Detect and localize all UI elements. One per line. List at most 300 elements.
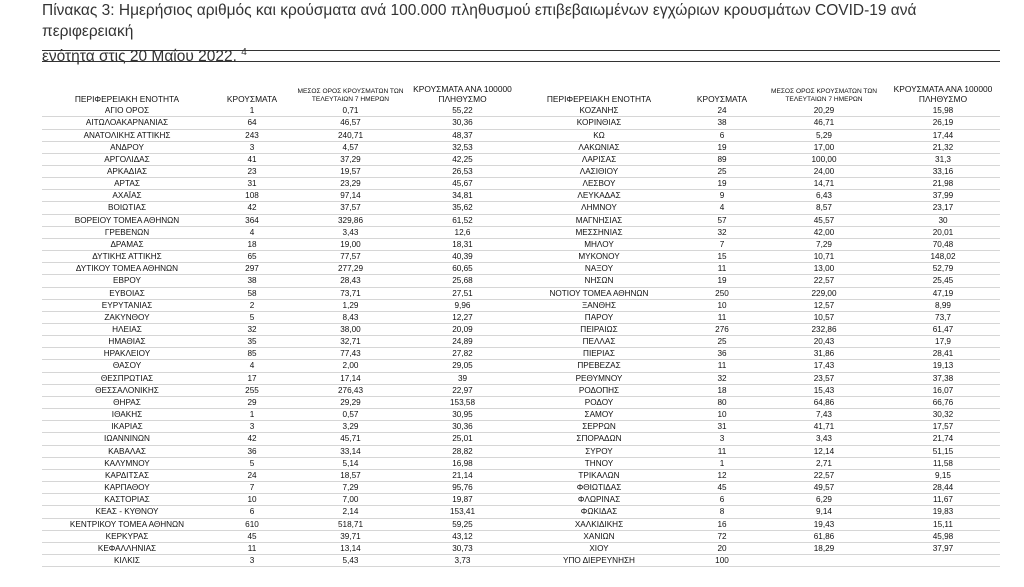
cell-avg-right: 9,14 (762, 506, 886, 518)
cell-unit-left: ΗΛΕΙΑΣ (42, 324, 212, 336)
cell-cases-left: 4 (212, 226, 292, 238)
cell-cases-right: 25 (682, 165, 762, 177)
cell-avg-left: 7,29 (292, 482, 409, 494)
table-caption (42, 0, 1002, 67)
table-row (42, 409, 1000, 421)
cell-per100k-right: 11,67 (886, 494, 1000, 506)
cell-cases-right: 19 (682, 141, 762, 153)
cell-avg-left: 240,71 (292, 129, 409, 141)
table-row (42, 165, 1000, 177)
cell-cases-left: 297 (212, 263, 292, 275)
cell-avg-left: 18,57 (292, 469, 409, 481)
cell-avg-right: 8,57 (762, 202, 886, 214)
cell-unit-right: ΡΟΔΟΥ (516, 396, 682, 408)
cell-per100k-left: 153,58 (409, 396, 516, 408)
cell-avg-left: 28,43 (292, 275, 409, 287)
cell-cases-left: 255 (212, 384, 292, 396)
cell-per100k-right: 30,32 (886, 409, 1000, 421)
cell-avg-right: 10,71 (762, 251, 886, 263)
table-row (42, 275, 1000, 287)
header-avg-left: ΜΕΣΟΣ ΟΡΟΣ ΚΡΟΥΣΜΑΤΩΝ ΤΩΝ ΤΕΛΕΥΤΑΙΩΝ 7 ΗΜΕΡΩΝ (297, 88, 404, 104)
cell-unit-right: ΧΑΛΚΙΔΙΚΗΣ (516, 518, 682, 530)
cell-cases-left: 85 (212, 348, 292, 360)
table-row (42, 141, 1000, 153)
cell-unit-left: ΘΑΣΟΥ (42, 360, 212, 372)
cell-avg-left: 329,86 (292, 214, 409, 226)
cell-unit-right: ΧΑΝΙΩΝ (516, 530, 682, 542)
cell-per100k-left: 30,36 (409, 117, 516, 129)
footnote-marker: 4 (241, 47, 247, 58)
cell-per100k-left: 12,27 (409, 311, 516, 323)
table-row (42, 263, 1000, 275)
cell-avg-left: 13,14 (292, 542, 409, 554)
cell-per100k-right: 31,3 (886, 153, 1000, 165)
cell-avg-left: 45,71 (292, 433, 409, 445)
header-row (42, 85, 1000, 105)
cell-unit-right: ΚΟΖΑΝΗΣ (516, 105, 682, 117)
cell-cases-right: 72 (682, 530, 762, 542)
cell-per100k-right: 70,48 (886, 238, 1000, 250)
cell-unit-right: ΦΘΙΩΤΙΔΑΣ (516, 482, 682, 494)
cell-per100k-left: 40,39 (409, 251, 516, 263)
cell-avg-right (762, 554, 886, 566)
cell-per100k-left: 39 (409, 372, 516, 384)
cell-per100k-right: 16,07 (886, 384, 1000, 396)
cell-avg-right: 22,57 (762, 469, 886, 481)
cell-per100k-right: 21,32 (886, 141, 1000, 153)
cell-unit-right: ΛΑΚΩΝΙΑΣ (516, 141, 682, 153)
cell-per100k-right: 8,99 (886, 299, 1000, 311)
cell-per100k-left: 22,97 (409, 384, 516, 396)
cell-cases-right: 6 (682, 129, 762, 141)
cell-avg-right: 100,00 (762, 153, 886, 165)
cell-cases-left: 1 (212, 409, 292, 421)
cell-cases-left: 108 (212, 190, 292, 202)
cell-cases-left: 2 (212, 299, 292, 311)
table-row (42, 542, 1000, 554)
cell-per100k-left: 45,67 (409, 178, 516, 190)
cell-cases-right: 11 (682, 360, 762, 372)
cell-unit-right: ΤΗΝΟΥ (516, 457, 682, 469)
cell-cases-right: 11 (682, 263, 762, 275)
cell-per100k-left: 55,22 (409, 105, 516, 117)
cell-unit-left: ΚΕΑΣ - ΚΥΘΝΟΥ (42, 506, 212, 518)
cell-cases-right: 80 (682, 396, 762, 408)
cell-per100k-left: 24,89 (409, 336, 516, 348)
cell-per100k-right: 28,44 (886, 482, 1000, 494)
cell-cases-left: 41 (212, 153, 292, 165)
cell-per100k-left: 20,09 (409, 324, 516, 336)
cell-unit-left: ΕΥΡΥΤΑΝΙΑΣ (42, 299, 212, 311)
table-row (42, 372, 1000, 384)
cell-unit-right: ΛΕΥΚΑΔΑΣ (516, 190, 682, 202)
table-row (42, 457, 1000, 469)
cell-unit-right: ΝΗΣΩΝ (516, 275, 682, 287)
cell-per100k-left: 30,73 (409, 542, 516, 554)
table-row (42, 384, 1000, 396)
cell-avg-left: 32,71 (292, 336, 409, 348)
cell-cases-right: 19 (682, 178, 762, 190)
cell-per100k-left: 32,53 (409, 141, 516, 153)
cell-per100k-left: 34,81 (409, 190, 516, 202)
cell-avg-right: 12,14 (762, 445, 886, 457)
cell-avg-right: 41,71 (762, 421, 886, 433)
cell-avg-left: 276,43 (292, 384, 409, 396)
header-per100k-right: ΚΡΟΥΣΜΑΤΑ ΑΝΑ 100000 ΠΛΗΘΥΣΜΟ (893, 84, 993, 104)
cell-per100k-left: 16,98 (409, 457, 516, 469)
cell-unit-right: ΜΕΣΣΗΝΙΑΣ (516, 226, 682, 238)
cell-avg-left: 2,14 (292, 506, 409, 518)
cell-unit-left: ΔΥΤΙΚΗΣ ΑΤΤΙΚΗΣ (42, 251, 212, 263)
table-row (42, 518, 1000, 530)
header-cases-right: ΚΡΟΥΣΜΑΤΑ (696, 93, 748, 104)
header-avg-right: ΜΕΣΟΣ ΟΡΟΣ ΚΡΟΥΣΜΑΤΩΝ ΤΩΝ ΤΕΛΕΥΤΑΙΩΝ 7 ΗΜΕΡΩΝ (770, 88, 878, 104)
cell-avg-right: 20,43 (762, 336, 886, 348)
cell-unit-left: ΗΡΑΚΛΕΙΟΥ (42, 348, 212, 360)
cell-avg-left: 0,57 (292, 409, 409, 421)
table-row (42, 433, 1000, 445)
cell-per100k-left: 30,95 (409, 409, 516, 421)
cell-unit-right: ΣΠΟΡΑΔΩΝ (516, 433, 682, 445)
cell-cases-right: 18 (682, 384, 762, 396)
cell-cases-left: 18 (212, 238, 292, 250)
cell-cases-left: 35 (212, 336, 292, 348)
cell-unit-left: ΚΑΡΔΙΤΣΑΣ (42, 469, 212, 481)
table-row (42, 324, 1000, 336)
cell-cases-left: 3 (212, 141, 292, 153)
top-rule-secondary (42, 61, 1000, 62)
cell-cases-right: 45 (682, 482, 762, 494)
cell-avg-left: 39,71 (292, 530, 409, 542)
cell-avg-right: 23,57 (762, 372, 886, 384)
cell-avg-right: 6,43 (762, 190, 886, 202)
cell-avg-right: 7,43 (762, 409, 886, 421)
cell-cases-right: 250 (682, 287, 762, 299)
cell-cases-left: 65 (212, 251, 292, 263)
cell-unit-right: ΛΑΣΙΘΙΟΥ (516, 165, 682, 177)
cell-cases-left: 5 (212, 311, 292, 323)
cell-per100k-left: 9,96 (409, 299, 516, 311)
table-row (42, 348, 1000, 360)
cell-avg-left: 33,14 (292, 445, 409, 457)
cell-unit-left: ΚΕΦΑΛΛΗΝΙΑΣ (42, 542, 212, 554)
cell-avg-right: 61,86 (762, 530, 886, 542)
cell-avg-left: 19,00 (292, 238, 409, 250)
cell-per100k-right: 45,98 (886, 530, 1000, 542)
cell-unit-left: ΚΑΡΠΑΘΟΥ (42, 482, 212, 494)
cell-per100k-right: 15,98 (886, 105, 1000, 117)
cell-avg-left: 3,43 (292, 226, 409, 238)
cell-avg-left: 97,14 (292, 190, 409, 202)
cell-avg-right: 232,86 (762, 324, 886, 336)
cell-unit-right: ΚΩ (516, 129, 682, 141)
cell-cases-right: 6 (682, 494, 762, 506)
cell-per100k-left: 27,82 (409, 348, 516, 360)
cell-avg-right: 12,57 (762, 299, 886, 311)
cell-per100k-left: 3,73 (409, 554, 516, 566)
cell-cases-right: 11 (682, 311, 762, 323)
cell-avg-left: 277,29 (292, 263, 409, 275)
cell-avg-right: 17,00 (762, 141, 886, 153)
cell-per100k-left: 59,25 (409, 518, 516, 530)
cell-cases-left: 5 (212, 457, 292, 469)
table-row (42, 238, 1000, 250)
cell-unit-left: ΑΧΑΪΑΣ (42, 190, 212, 202)
cell-per100k-left: 42,25 (409, 153, 516, 165)
cell-per100k-left: 25,68 (409, 275, 516, 287)
cell-cases-left: 364 (212, 214, 292, 226)
table-row (42, 129, 1000, 141)
cell-per100k-right: 21,98 (886, 178, 1000, 190)
table-row (42, 251, 1000, 263)
cell-avg-right: 20,29 (762, 105, 886, 117)
cell-unit-right: ΜΑΓΝΗΣΙΑΣ (516, 214, 682, 226)
cell-cases-left: 4 (212, 360, 292, 372)
cell-cases-right: 36 (682, 348, 762, 360)
cell-per100k-right: 47,19 (886, 287, 1000, 299)
cell-per100k-left: 27,51 (409, 287, 516, 299)
cell-avg-right: 3,43 (762, 433, 886, 445)
cell-unit-right: ΠΕΙΡΑΙΩΣ (516, 324, 682, 336)
cell-cases-left: 38 (212, 275, 292, 287)
cell-per100k-right: 73,7 (886, 311, 1000, 323)
cell-avg-right: 46,71 (762, 117, 886, 129)
cell-per100k-left: 30,36 (409, 421, 516, 433)
cell-unit-left: ΖΑΚΥΝΘΟΥ (42, 311, 212, 323)
table-row (42, 360, 1000, 372)
cell-avg-right: 19,43 (762, 518, 886, 530)
cell-per100k-left: 28,82 (409, 445, 516, 457)
cell-unit-right: ΛΑΡΙΣΑΣ (516, 153, 682, 165)
cell-cases-left: 23 (212, 165, 292, 177)
cell-avg-right: 10,57 (762, 311, 886, 323)
cell-avg-left: 38,00 (292, 324, 409, 336)
cell-per100k-right: 52,79 (886, 263, 1000, 275)
cell-avg-left: 23,29 (292, 178, 409, 190)
cell-cases-right: 32 (682, 226, 762, 238)
cell-per100k-left: 21,14 (409, 469, 516, 481)
cell-unit-left: ΚΕΡΚΥΡΑΣ (42, 530, 212, 542)
cell-cases-left: 243 (212, 129, 292, 141)
cell-cases-right: 31 (682, 421, 762, 433)
table-row (42, 226, 1000, 238)
table-row (42, 202, 1000, 214)
cell-cases-right: 19 (682, 275, 762, 287)
cell-per100k-right: 23,17 (886, 202, 1000, 214)
table-row (42, 311, 1000, 323)
cell-unit-right: ΠΙΕΡΙΑΣ (516, 348, 682, 360)
table-row (42, 482, 1000, 494)
covid-cases-table (42, 85, 1000, 567)
cell-avg-left: 3,29 (292, 421, 409, 433)
cell-cases-right: 38 (682, 117, 762, 129)
cell-unit-right: ΣΥΡΟΥ (516, 445, 682, 457)
cell-cases-right: 10 (682, 299, 762, 311)
cell-avg-right: 45,57 (762, 214, 886, 226)
cell-cases-right: 100 (682, 554, 762, 566)
caption-line-2: ενότητα στις 20 Μαΐου 2022. (42, 48, 237, 66)
cell-avg-left: 4,57 (292, 141, 409, 153)
cell-unit-left: ΑΝΑΤΟΛΙΚΗΣ ΑΤΤΙΚΗΣ (42, 129, 212, 141)
cell-unit-left: ΑΡΓΟΛΙΔΑΣ (42, 153, 212, 165)
cell-unit-right: ΝΟΤΙΟΥ ΤΟΜΕΑ ΑΘΗΝΩΝ (516, 287, 682, 299)
cell-unit-left: ΙΩΑΝΝΙΝΩΝ (42, 433, 212, 445)
cell-per100k-left: 60,65 (409, 263, 516, 275)
cell-per100k-right: 20,01 (886, 226, 1000, 238)
cell-per100k-right: 19,83 (886, 506, 1000, 518)
cell-cases-right: 24 (682, 105, 762, 117)
cell-avg-right: 17,43 (762, 360, 886, 372)
cell-cases-right: 10 (682, 409, 762, 421)
cell-unit-right: ΜΗΛΟΥ (516, 238, 682, 250)
cell-unit-right: ΡΕΘΥΜΝΟΥ (516, 372, 682, 384)
cell-unit-right: ΧΙΟΥ (516, 542, 682, 554)
cell-cases-left: 45 (212, 530, 292, 542)
top-rule (42, 50, 1000, 51)
cell-avg-right: 42,00 (762, 226, 886, 238)
cell-unit-left: ΚΑΛΥΜΝΟΥ (42, 457, 212, 469)
cell-per100k-right: 66,76 (886, 396, 1000, 408)
cell-cases-left: 31 (212, 178, 292, 190)
table-row (42, 299, 1000, 311)
cell-unit-left: ΓΡΕΒΕΝΩΝ (42, 226, 212, 238)
table-row (42, 506, 1000, 518)
cell-per100k-left: 43,12 (409, 530, 516, 542)
header-unit-left: ΠΕΡΙΦΕΡΕΙΑΚΗ ΕΝΟΤΗΤΑ (74, 93, 180, 104)
table-row (42, 421, 1000, 433)
cell-per100k-right: 11,58 (886, 457, 1000, 469)
table-row (42, 494, 1000, 506)
cell-avg-right: 15,43 (762, 384, 886, 396)
table-row (42, 287, 1000, 299)
cell-cases-left: 64 (212, 117, 292, 129)
cell-unit-right: ΣΑΜΟΥ (516, 409, 682, 421)
cell-avg-right: 14,71 (762, 178, 886, 190)
cell-unit-right: ΚΟΡΙΝΘΙΑΣ (516, 117, 682, 129)
cell-avg-left: 5,14 (292, 457, 409, 469)
cell-cases-left: 11 (212, 542, 292, 554)
cell-avg-left: 37,57 (292, 202, 409, 214)
cell-per100k-right: 37,97 (886, 542, 1000, 554)
cell-cases-right: 57 (682, 214, 762, 226)
cell-cases-left: 36 (212, 445, 292, 457)
cell-avg-right: 13,00 (762, 263, 886, 275)
cell-unit-left: ΕΥΒΟΙΑΣ (42, 287, 212, 299)
cell-per100k-right: 33,16 (886, 165, 1000, 177)
cell-per100k-left: 18,31 (409, 238, 516, 250)
cell-avg-right: 18,29 (762, 542, 886, 554)
cell-per100k-right: 30 (886, 214, 1000, 226)
cell-per100k-right: 28,41 (886, 348, 1000, 360)
cell-cases-left: 6 (212, 506, 292, 518)
cell-avg-left: 0,71 (292, 105, 409, 117)
cell-avg-right: 64,86 (762, 396, 886, 408)
table-body (42, 105, 1000, 566)
cell-per100k-right: 9,15 (886, 469, 1000, 481)
cell-cases-right: 20 (682, 542, 762, 554)
cell-cases-left: 32 (212, 324, 292, 336)
cell-unit-left: ΙΘΑΚΗΣ (42, 409, 212, 421)
cell-unit-right: ΦΛΩΡΙΝΑΣ (516, 494, 682, 506)
cell-avg-left: 29,29 (292, 396, 409, 408)
cell-avg-left: 37,29 (292, 153, 409, 165)
cell-avg-right: 229,00 (762, 287, 886, 299)
cell-per100k-left: 35,62 (409, 202, 516, 214)
cell-cases-right: 3 (682, 433, 762, 445)
cell-avg-right: 5,29 (762, 129, 886, 141)
cell-avg-right: 2,71 (762, 457, 886, 469)
cell-cases-left: 17 (212, 372, 292, 384)
cell-cases-left: 29 (212, 396, 292, 408)
cell-per100k-right: 51,15 (886, 445, 1000, 457)
cell-unit-left: ΔΥΤΙΚΟΥ ΤΟΜΕΑ ΑΘΗΝΩΝ (42, 263, 212, 275)
table-row (42, 396, 1000, 408)
cell-cases-right: 11 (682, 445, 762, 457)
cell-unit-right: ΞΑΝΘΗΣ (516, 299, 682, 311)
cell-avg-right: 49,57 (762, 482, 886, 494)
cell-cases-left: 42 (212, 433, 292, 445)
cell-unit-right: ΡΟΔΟΠΗΣ (516, 384, 682, 396)
cell-per100k-right: 15,11 (886, 518, 1000, 530)
cell-unit-right: ΤΡΙΚΑΛΩΝ (516, 469, 682, 481)
header-unit-right: ΠΕΡΙΦΕΡΕΙΑΚΗ ΕΝΟΤΗΤΑ (546, 93, 652, 104)
table-row (42, 153, 1000, 165)
header-cases-left: ΚΡΟΥΣΜΑΤΑ (226, 93, 278, 104)
cell-cases-left: 1 (212, 105, 292, 117)
cell-cases-right: 4 (682, 202, 762, 214)
cell-unit-right: ΣΕΡΡΩΝ (516, 421, 682, 433)
table-row (42, 178, 1000, 190)
cell-avg-left: 77,57 (292, 251, 409, 263)
cell-per100k-left: 95,76 (409, 482, 516, 494)
cell-unit-left: ΚΙΛΚΙΣ (42, 554, 212, 566)
cell-avg-left: 46,57 (292, 117, 409, 129)
cell-unit-right: ΜΥΚΟΝΟΥ (516, 251, 682, 263)
cell-avg-right: 6,29 (762, 494, 886, 506)
cell-per100k-right: 26,19 (886, 117, 1000, 129)
cell-unit-right: ΝΑΞΟΥ (516, 263, 682, 275)
cell-unit-left: ΑΝΔΡΟΥ (42, 141, 212, 153)
cell-avg-right: 31,86 (762, 348, 886, 360)
cell-unit-left: ΙΚΑΡΙΑΣ (42, 421, 212, 433)
cell-cases-left: 10 (212, 494, 292, 506)
cell-per100k-left: 25,01 (409, 433, 516, 445)
cell-avg-right: 24,00 (762, 165, 886, 177)
cell-cases-left: 610 (212, 518, 292, 530)
table-row (42, 530, 1000, 542)
cell-per100k-right: 17,44 (886, 129, 1000, 141)
cell-cases-left: 42 (212, 202, 292, 214)
cell-unit-left: ΘΕΣΣΑΛΟΝΙΚΗΣ (42, 384, 212, 396)
cell-per100k-left: 153,41 (409, 506, 516, 518)
cell-per100k-left: 26,53 (409, 165, 516, 177)
cell-unit-left: ΒΟΙΩΤΙΑΣ (42, 202, 212, 214)
table-row (42, 554, 1000, 566)
cell-cases-right: 89 (682, 153, 762, 165)
cell-unit-right: ΠΡΕΒΕΖΑΣ (516, 360, 682, 372)
cell-avg-left: 2,00 (292, 360, 409, 372)
cell-cases-left: 7 (212, 482, 292, 494)
cell-per100k-right: 25,45 (886, 275, 1000, 287)
cell-cases-left: 3 (212, 421, 292, 433)
cell-avg-right: 22,57 (762, 275, 886, 287)
cell-cases-right: 1 (682, 457, 762, 469)
table-row (42, 214, 1000, 226)
cell-unit-right: ΛΕΣΒΟΥ (516, 178, 682, 190)
cell-cases-right: 9 (682, 190, 762, 202)
cell-cases-right: 7 (682, 238, 762, 250)
table-row (42, 445, 1000, 457)
